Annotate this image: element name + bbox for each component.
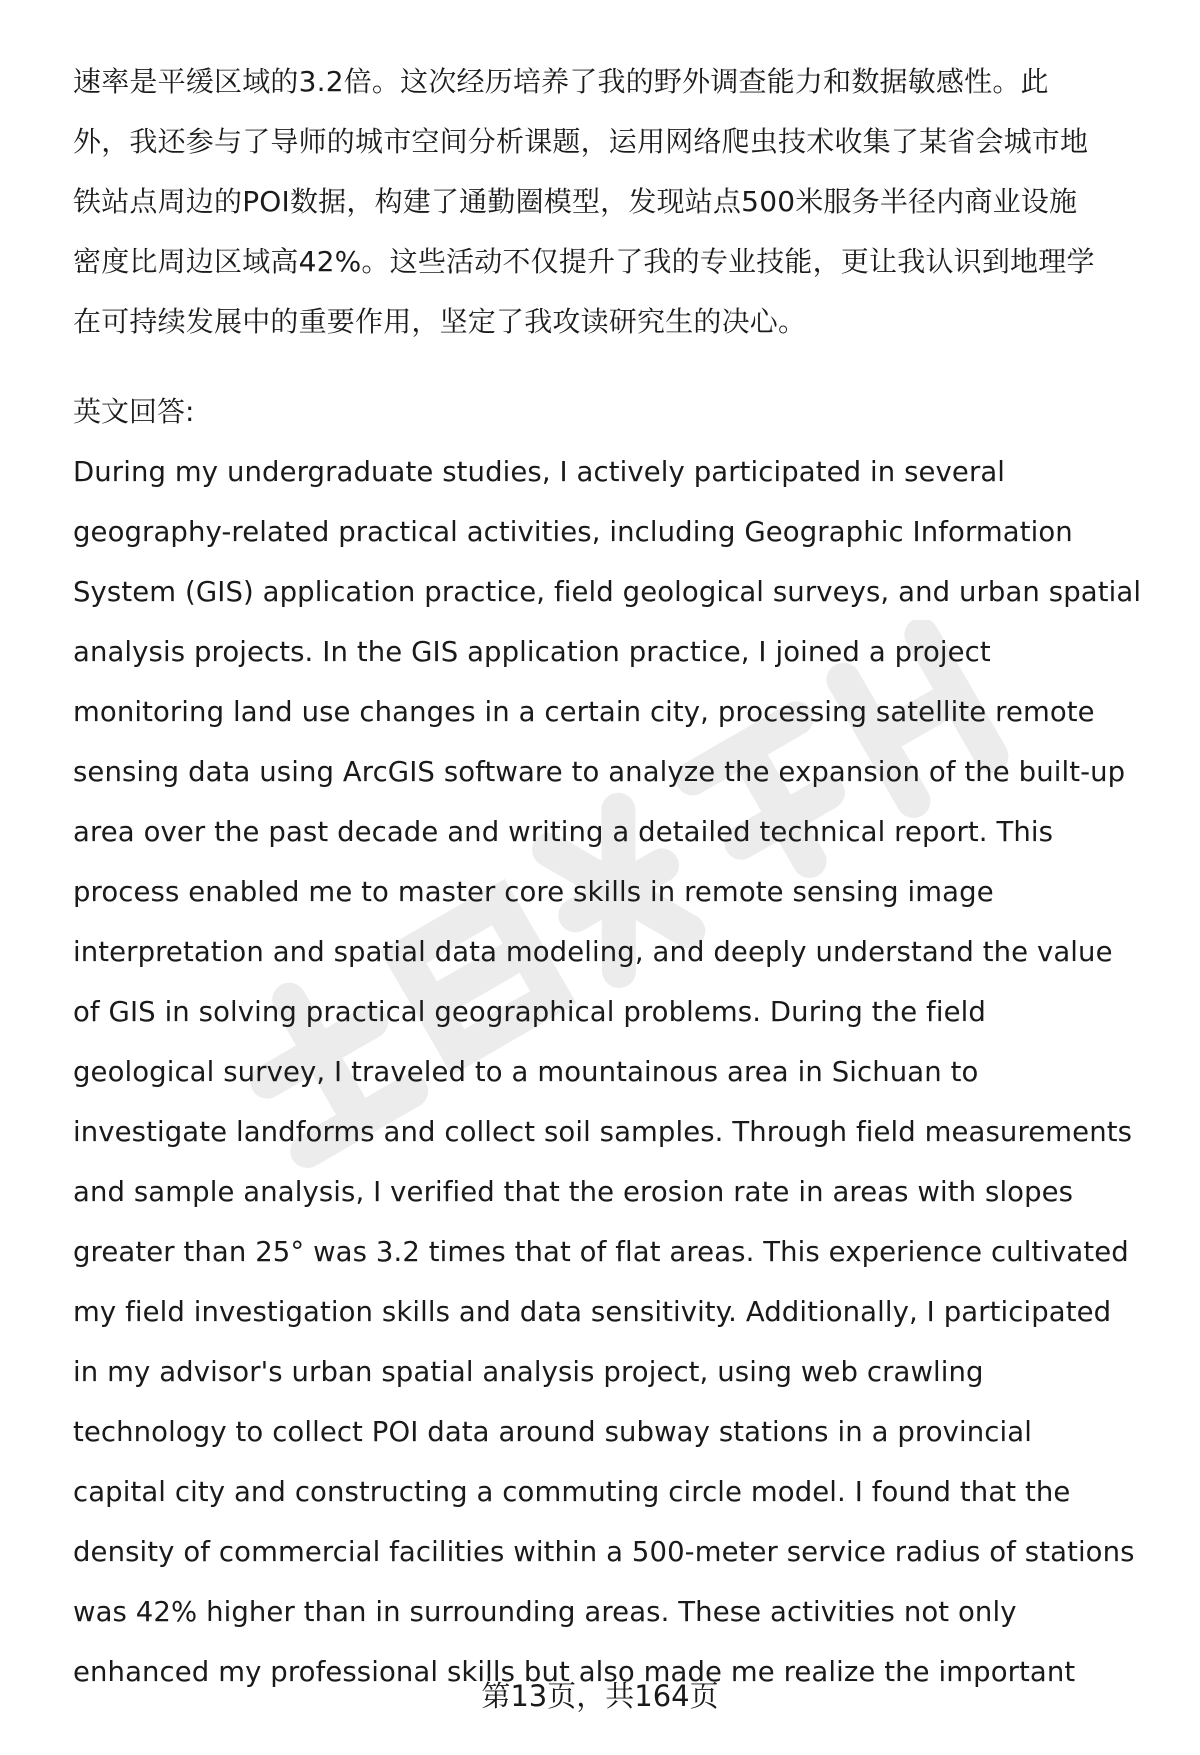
text-line: geography-related practical activities, including Geographic Information: [73, 516, 1073, 548]
text-line: During my undergraduate studies, I actively participated in several: [73, 456, 1006, 488]
text-line: System (GIS) application practice, field geological surveys, and urban spatial: [73, 576, 1142, 608]
paragraph-gap: [73, 352, 1163, 382]
text-line: geological survey, I traveled to a mountainous area in Sichuan to: [73, 1056, 979, 1088]
text-line: 密度比周边区域高42%。这些活动不仅提升了我的专业技能，更让我认识到地理学: [73, 245, 1095, 278]
text-line: capital city and constructing a commuting circle model. I found that the: [73, 1476, 1071, 1508]
text-line: technology to collect POI data around subway stations in a provincial: [73, 1416, 1032, 1448]
text-line: and sample analysis, I verified that the erosion rate in areas with slopes: [73, 1176, 1074, 1208]
chinese-paragraph: [73, 52, 1163, 352]
text-line: greater than 25° was 3.2 times that of flat areas. This experience cultivated: [73, 1236, 1129, 1268]
text-line: 外，我还参与了导师的城市空间分析课题，运用网络爬虫技术收集了某省会城市地: [73, 125, 1089, 158]
text-line: in my advisor's urban spatial analysis project, using web crawling: [73, 1356, 984, 1388]
text-line: interpretation and spatial data modeling, and deeply understand the value: [73, 936, 1113, 968]
text-line: monitoring land use changes in a certain city, processing satellite remote: [73, 696, 1095, 728]
text-line: enhanced my professional skills but also made me realize the important: [73, 1656, 1076, 1688]
text-line: sensing data using ArcGIS software to analyze the expansion of the built-up: [73, 756, 1126, 788]
english-paragraph: [73, 442, 1163, 1702]
text-line: of GIS in solving practical geographical problems. During the field: [73, 996, 986, 1028]
page-content: [73, 52, 1163, 1702]
section-heading: 英文回答:: [73, 395, 195, 428]
text-line: area over the past decade and writing a detailed technical report. This: [73, 816, 1054, 848]
text-line: 铁站点周边的POI数据，构建了通勤圈模型，发现站点500米服务半径内商业设施: [73, 185, 1078, 218]
text-line: my field investigation skills and data sensitivity. Additionally, I participated: [73, 1296, 1112, 1328]
text-line: density of commercial facilities within a 500-meter service radius of stations: [73, 1536, 1135, 1568]
text-line: investigate landforms and collect soil samples. Through field measurements: [73, 1116, 1133, 1148]
text-line: 速率是平缓区域的3.2倍。这次经历培养了我的野外调查能力和数据敏感性。此: [73, 65, 1049, 98]
text-line: 在可持续发展中的重要作用，坚定了我攻读研究生的决心。: [73, 305, 807, 338]
page-number: 第13页，共164页: [481, 1679, 719, 1713]
text-line: was 42% higher than in surrounding areas. These activities not only: [73, 1596, 1017, 1628]
text-line: analysis projects. In the GIS application practice, I joined a project: [73, 636, 991, 668]
text-line: process enabled me to master core skills in remote sensing image: [73, 876, 994, 908]
